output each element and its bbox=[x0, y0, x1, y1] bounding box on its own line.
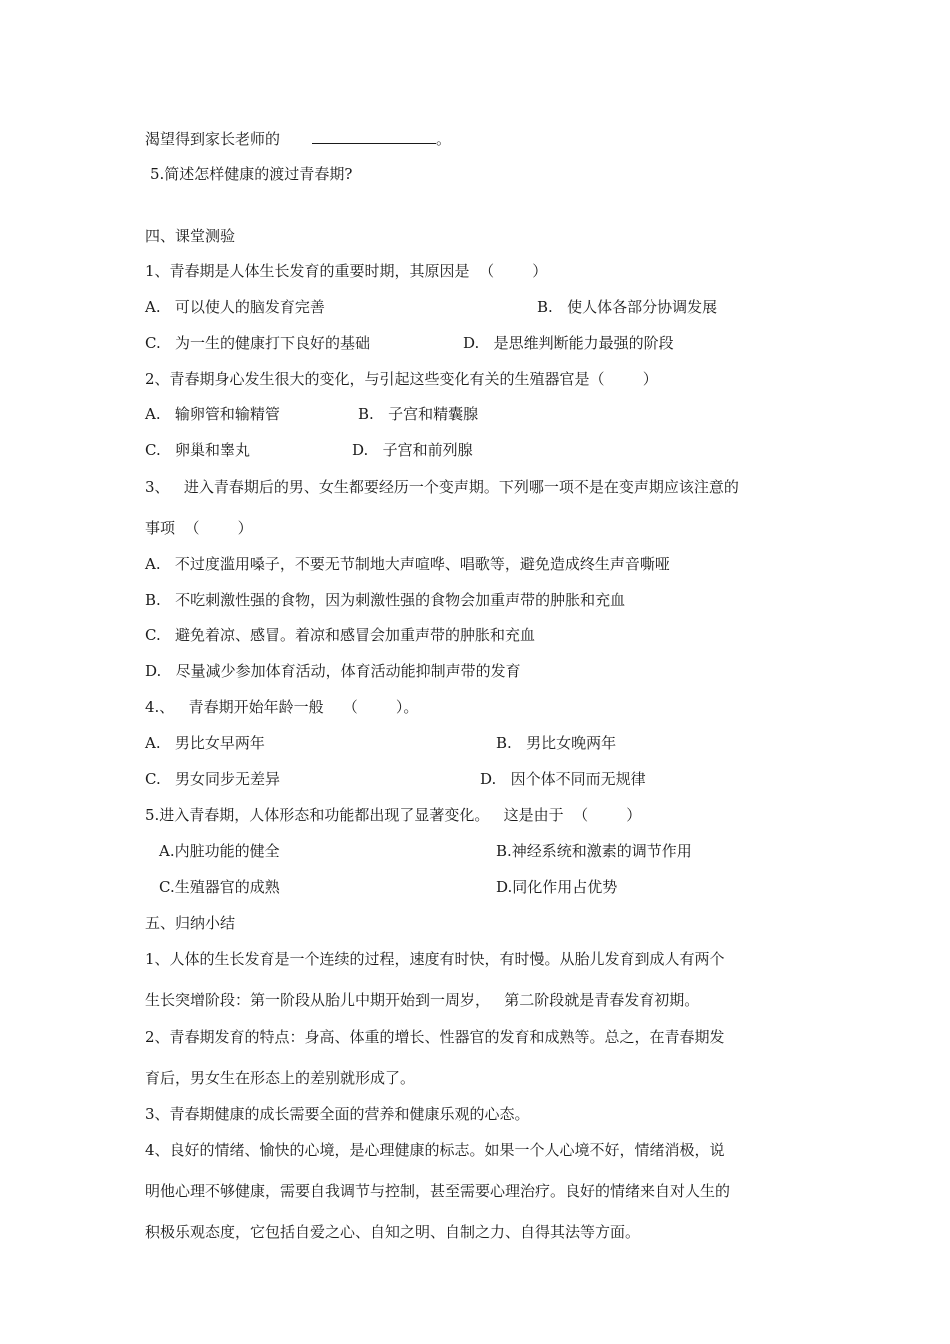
q4-option-a: A. 男比女早两年 bbox=[145, 734, 265, 752]
q2-stem: 2、青春期身心发生很大的变化，与引起这些变化有关的生殖器官是（ ） bbox=[145, 370, 658, 388]
q1-option-b: B. 使人体各部分协调发展 bbox=[537, 298, 718, 316]
q2-option-c: C. 卵巢和睾丸 bbox=[145, 441, 251, 459]
summary-3: 3、青春期健康的成长需要全面的营养和健康乐观的心态。 bbox=[145, 1105, 530, 1123]
q2-option-b: B. 子宫和精囊腺 bbox=[358, 405, 479, 423]
q3-option-c: C. 避免着凉、感冒。着凉和感冒会加重声带的肿胀和充血 bbox=[145, 626, 536, 644]
summary-2-line-1: 2、青春期发育的特点：身高、体重的增长、性器官的发育和成熟等。总之，在青春期发 bbox=[145, 1028, 725, 1046]
q4-option-c: C. 男女同步无差异 bbox=[145, 770, 281, 788]
q5-option-c: C.生殖器官的成熟 bbox=[159, 878, 280, 896]
summary-4-line-1: 4、良好的情绪、愉快的心境，是心理健康的标志。如果一个人心境不好，情绪消极，说 bbox=[145, 1141, 725, 1159]
intro-line-1 bbox=[145, 129, 451, 149]
q2-option-d: D. 子宫和前列腺 bbox=[352, 441, 473, 459]
q3-stem-line-2: 事项 （ ） bbox=[145, 519, 253, 537]
q5-option-d: D.同化作用占优势 bbox=[496, 878, 618, 896]
section-5-title: 五、归纳小结 bbox=[145, 914, 236, 932]
q4-option-d: D. 因个体不同而无规律 bbox=[480, 770, 646, 788]
q1-stem: 1、青春期是人体生长发育的重要时期，其原因是 （ ） bbox=[145, 262, 548, 280]
q3-option-a: A. 不过度滥用嗓子，不要无节制地大声喧哗、唱歌等，避免造成终生声音嘶哑 bbox=[145, 555, 670, 573]
summary-1-line-2: 生长突增阶段：第一阶段从胎儿中期开始到一周岁， 第二阶段就是青春发育初期。 bbox=[145, 991, 700, 1009]
q4-option-b: B. 男比女晚两年 bbox=[496, 734, 617, 752]
q1-option-c: C. 为一生的健康打下良好的基础 bbox=[145, 334, 371, 352]
intro-line-1-suffix: 。 bbox=[436, 130, 452, 148]
q1-option-a: A. 可以使人的脑发育完善 bbox=[145, 298, 325, 316]
intro-line-1-prefix: 渴望得到家长老师的 bbox=[145, 130, 281, 148]
summary-1-line-1: 1、人体的生长发育是一个连续的过程，速度有时快，有时慢。从胎儿发育到成人有两个 bbox=[145, 950, 725, 968]
fill-in-blank bbox=[312, 129, 436, 144]
q5-option-b: B.神经系统和激素的调节作用 bbox=[496, 842, 692, 860]
q2-option-a: A. 输卵管和输精管 bbox=[145, 405, 280, 423]
q3-option-d: D. 尽量减少参加体育活动，体育活动能抑制声带的发育 bbox=[145, 662, 521, 680]
summary-4-line-3: 积极乐观态度，它包括自爱之心、自知之明、自制之力、自得其法等方面。 bbox=[145, 1223, 641, 1241]
q5-stem: 5.进入青春期，人体形态和功能都出现了显著变化。 这是由于 （ ） bbox=[145, 806, 642, 824]
q3-stem-line-1: 3、 进入青春期后的男、女生都要经历一个变声期。下列哪一项不是在变声期应该注意的 bbox=[145, 478, 739, 496]
q5-option-a: A.内脏功能的健全 bbox=[159, 842, 280, 860]
intro-question-5: 5.简述怎样健康的渡过青春期? bbox=[150, 165, 353, 183]
q1-option-d: D. 是思维判断能力最强的阶段 bbox=[463, 334, 674, 352]
summary-2-line-2: 育后，男女生在形态上的差别就形成了。 bbox=[145, 1069, 416, 1087]
q3-option-b: B. 不吃刺激性强的食物，因为刺激性强的食物会加重声带的肿胀和充血 bbox=[145, 591, 626, 609]
summary-4-line-2: 明他心理不够健康，需要自我调节与控制，甚至需要心理治疗。良好的情绪来自对人生的 bbox=[145, 1182, 731, 1200]
section-4-title: 四、课堂测验 bbox=[145, 227, 236, 245]
q4-stem: 4.、 青春期开始年龄一般 （ ）。 bbox=[145, 698, 419, 716]
